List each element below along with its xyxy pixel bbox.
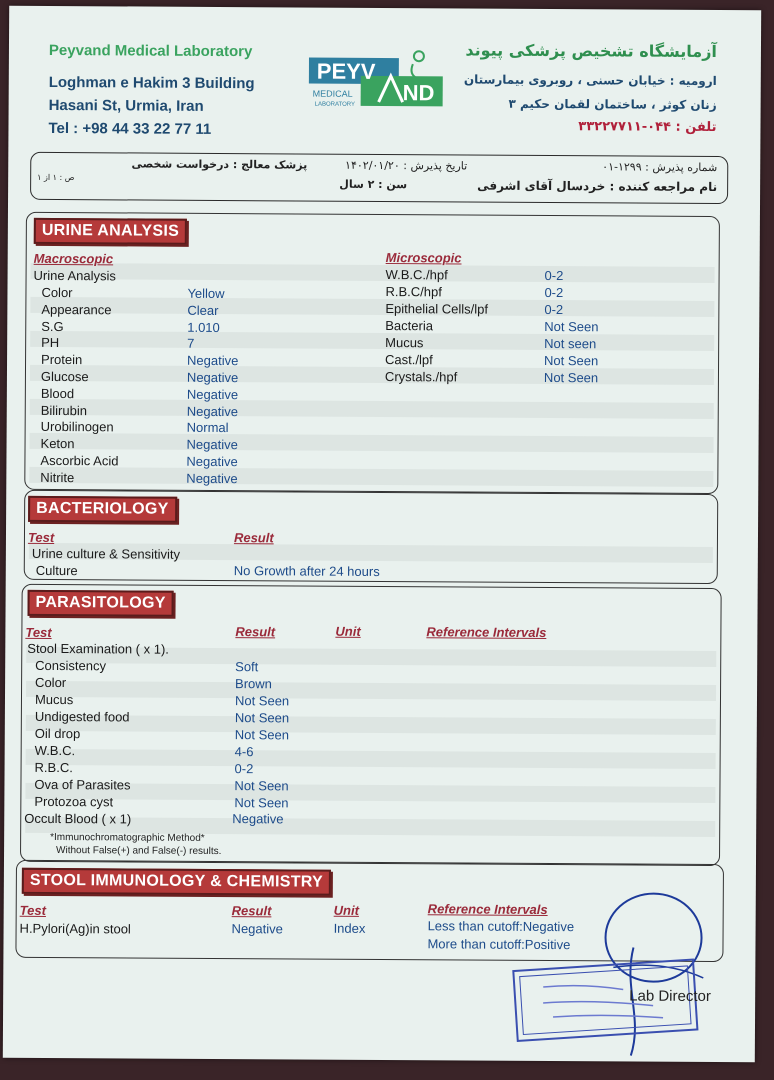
macroscopic-row-value: Normal [186,420,229,436]
macroscopic-row-label: Blood [40,385,75,401]
parasitology-row-label: Undigested food [34,708,130,725]
parasitology-row-label: R.B.C. [34,759,73,776]
macroscopic-row-value: 1.010 [187,319,220,335]
macroscopic-row-label: Keton [40,436,75,452]
page-number: ص : ۱ از ۱ [37,172,75,183]
parasitology-row-label: W.B.C. [34,742,76,759]
lab-director-label: Lab Director [629,987,711,1006]
parasitology-row-label: Ova of Parasites [34,776,131,793]
phone-fa: تلفن : ۰۴۴-۳۳۲۲۷۷۱۱ [578,119,717,136]
bacteriology-col-test: Test [27,529,55,545]
method-note: *Immunochromatographic Method* [50,831,205,844]
microscopic-row-value: Not Seen [543,369,599,386]
macroscopic-row-label: Appearance [41,301,112,318]
macroscopic-row-value: Yellow [187,285,225,302]
microscopic-row-label: W.B.C./hpf [385,267,448,283]
lab-report-sheet [3,6,761,1063]
macroscopic-row-label: Urobilinogen [40,419,114,435]
stool-immunology-title: STOOL IMMUNOLOGY & CHEMISTRY [22,868,331,896]
parasitology-col-unit: Unit [335,623,361,639]
macroscopic-row-value: Clear [187,302,219,318]
microscopic-header: Microscopic [385,250,462,266]
microscopic-row-label: Mucus [385,335,424,351]
parasitology-row-label: Mucus [34,691,74,708]
patient-name: نام مراجعه کننده : خردسال آقای اشرفی [477,178,718,195]
macroscopic-row-value: 7 [187,336,195,352]
microscopic-row-label: Bacteria [385,318,434,334]
logo-small2: LABORATORY [314,101,355,108]
parasitology-col-test: Test [25,624,52,640]
occult-blood-value: Negative [232,811,284,827]
culture-label: Culture [35,562,78,579]
immuno-col-unit: Unit [333,902,360,918]
admission-number: شماره پذیرش : ۱۲۹۹-۰۱ [602,160,718,175]
parasitology-col-ref: Reference Intervals [426,624,547,641]
urine-analysis-title: URINE ANALYSIS [34,218,187,245]
macroscopic-row-label: Glucose [40,368,89,385]
patient-age: سن : ۲ سال [339,177,408,192]
microscopic-row-label: Crystals./hpf [384,369,458,385]
parasitology-row-value: Not Seen [234,795,289,811]
signature-stamp [503,887,734,1058]
lab-name-en: Peyvand Medical Laboratory [48,41,253,61]
parasitology-title: PARASITOLOGY [27,590,173,617]
parasitology-row-value: Soft [235,659,259,675]
occult-blood-label: Occult Blood ( x 1) [24,810,132,827]
logo-text-top: PEYV [316,58,376,84]
parasitology-row-value: 0-2 [234,761,254,777]
microscopic-row-value: 0-2 [544,267,564,284]
phone-en: Tel : +98 44 33 22 77 11 [48,119,212,138]
parasitology-row-value: Not Seen [234,693,290,709]
macroscopic-row-label: Bilirubin [40,402,88,418]
microscopic-row-value: Not seen [544,335,597,352]
parasitology-col-result: Result [235,624,276,640]
culture-value: No Growth after 24 hours [233,563,380,579]
macroscopic-row-value: Negative [186,470,238,486]
address-line2: Hasani St, Urmia, Iran [48,96,204,115]
macroscopic-row-label: PH [41,335,60,351]
parasitology-row-value: Brown [235,676,272,692]
lab-name-fa: آزمایشگاه تشخیص پزشکی پیوند [465,40,718,62]
logo-small1: MEDICAL [312,88,353,99]
parasitology-row-label: Oil drop [34,725,81,742]
hpylori-ref-negative: Less than cutoff:Negative [427,918,575,935]
microscopic-row-value: 0-2 [544,301,564,318]
parasitology-row-label: Consistency [35,657,107,674]
patient-info-box [30,152,728,204]
macroscopic-row-label: Protein [41,352,83,368]
macroscopic-row-value: Negative [187,352,239,369]
macroscopic-header: Macroscopic [33,250,114,267]
parasitology-row-label: Protozoa cyst [34,793,114,810]
address-fa-line1: ارومیه : خیابان حسنی ، روبروی بیمارستان [463,72,717,89]
macroscopic-row-value: Negative [186,403,239,419]
macroscopic-row-label: Ascorbic Acid [40,452,119,469]
hpylori-unit: Index [333,920,366,936]
hpylori-label: H.Pylori(Ag)in stool [19,920,131,937]
bacteriology-col-result: Result [233,530,274,546]
bacteriology-title: BACTERIOLOGY [28,496,177,523]
urine-analysis-panel [24,212,720,494]
parasitology-row-value: Not Seen [234,710,290,726]
address-line1: Loghman e Hakim 3 Building [48,73,255,93]
hpylori-value: Negative [231,921,283,937]
macroscopic-row-value: Negative [186,453,238,470]
macroscopic-row-label: S.G [41,318,64,334]
immuno-col-result: Result [231,903,272,919]
logo-text-bottom: ND [402,80,435,106]
bacteriology-group: Urine culture & Sensitivity [31,545,181,562]
parasitology-row-label: Color [35,674,67,691]
macroscopic-row-value: Negative [186,436,238,453]
macroscopic-row-value: Negative [186,369,239,386]
macroscopic-row-label: Nitrite [40,469,75,485]
address-fa-line2: زنان کوثر ، ساختمان لقمان حکیم ۳ [508,96,717,113]
parasitology-row-value: Not Seen [234,727,290,743]
immuno-col-ref: Reference Intervals [427,901,548,918]
hpylori-ref-positive: More than cutoff:Positive [427,936,571,953]
microscopic-row-label: Cast./lpf [385,352,433,368]
stool-exam-group: Stool Examination ( x 1). [27,640,169,657]
microscopic-row-label: Epithelial Cells/lpf [385,301,489,317]
parasitology-row-value: 4-6 [234,744,254,760]
microscopic-row-value: Not Seen [544,352,599,369]
urine-group-label: Urine Analysis [33,267,116,284]
lab-logo [309,48,447,117]
macroscopic-row-label: Color [41,284,73,301]
admission-date: تاریخ پذیرش : ۱۴۰۲/۰۱/۲۰ [345,158,468,173]
microscopic-row-value: Not Seen [544,318,599,335]
method-note-2: Without False(+) and False(-) results. [56,845,222,858]
parasitology-row-value: Not Seen [234,778,289,794]
microscopic-row-label: R.B.C/hpf [385,284,442,300]
treating-doctor: پزشک معالج : درخواست شخصی [131,157,308,172]
macroscopic-row-value: Negative [186,386,239,402]
microscopic-row-value: 0-2 [544,284,564,301]
immuno-col-test: Test [19,902,46,918]
